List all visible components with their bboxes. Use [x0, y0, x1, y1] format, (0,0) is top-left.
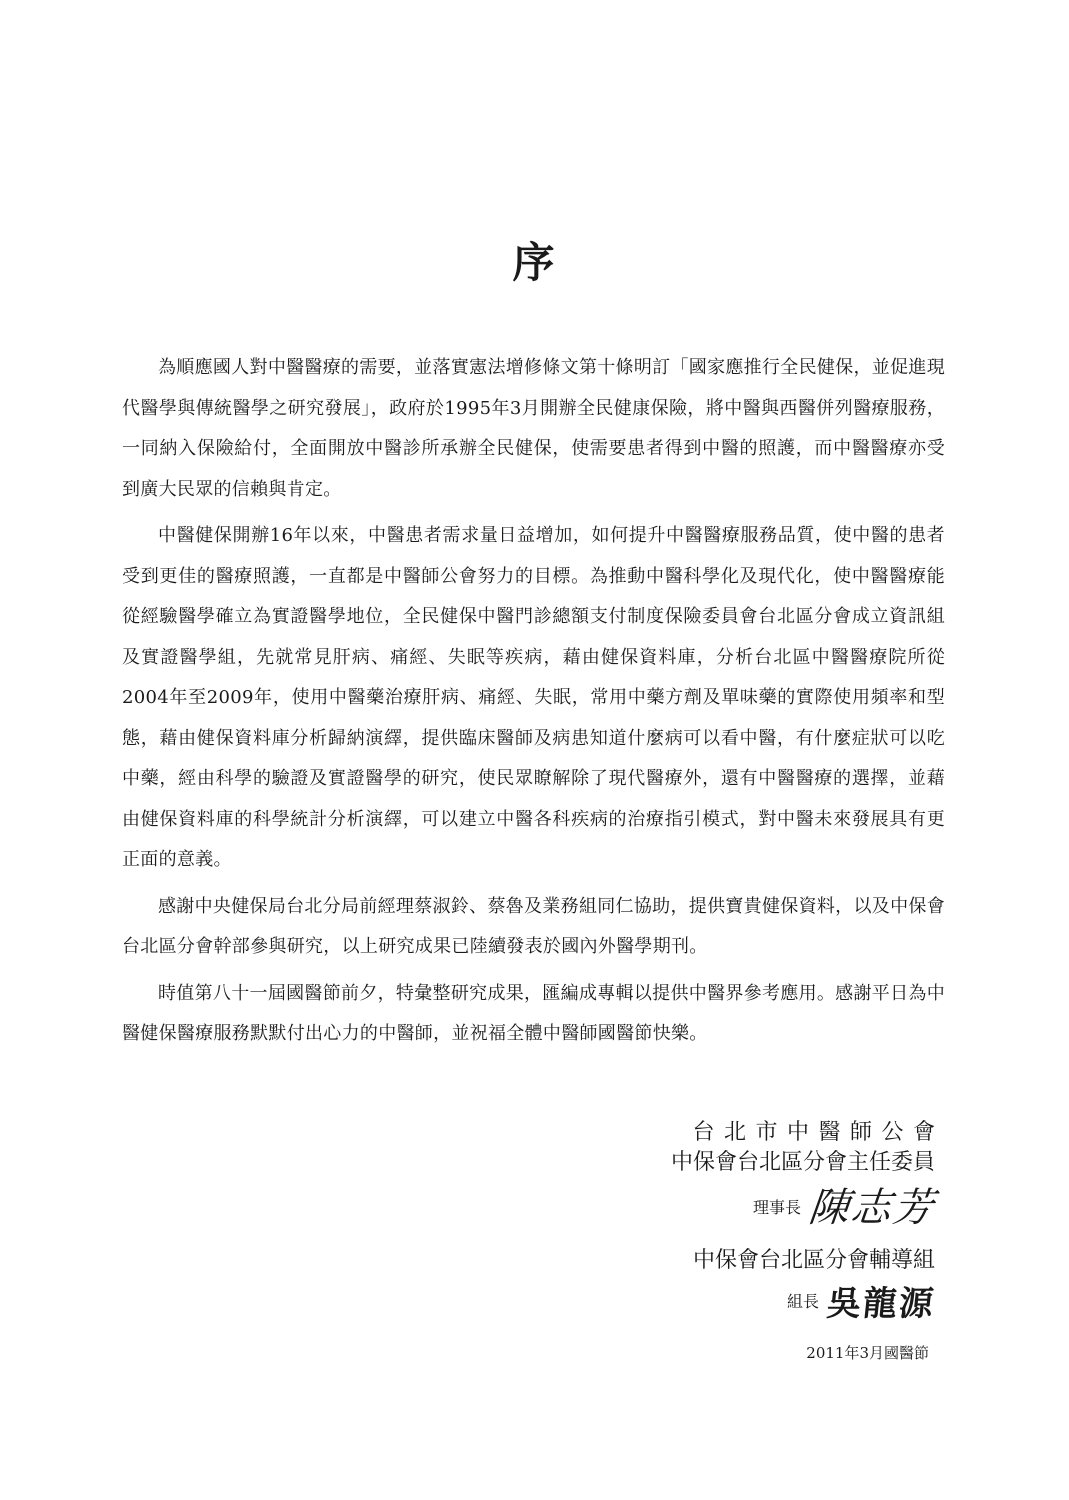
- signer-row-2: [615, 1282, 938, 1326]
- paragraph-1: 為順應國人對中醫醫療的需要，並落實憲法增修條文第十條明訂「國家應推行全民健保，並促進現代醫學與傳統醫學之研究發展」，政府於1995年3月開辦全民健康保險，將中醫與西醫併列醫療服務，一同納入保險給付，全面開放中醫診所承辦全民健保，使需要患者得到中醫的照護，而中醫醫療亦受到廣大民眾的信賴與肯定。: [122, 357, 945, 500]
- date-line: 2011年3月國醫節: [806, 1344, 929, 1362]
- committee-title: 中保會台北區分會主任委員: [670, 1150, 935, 1175]
- guidance-group-title: 中保會台北區分會輔導組: [692, 1248, 935, 1273]
- page-title: 序: [512, 238, 557, 287]
- signer-role-1: 理事長: [752, 1198, 801, 1217]
- paragraph-2: 中醫健保開辦16年以來，中醫患者需求量日益增加，如何提升中醫醫療服務品質，使中醫的患者受到更佳的醫療照護，一直都是中醫師公會努力的目標。為推動中醫科學化及現代化，使中醫醫療能從經驗醫學確立為實證醫學地位，全民健保中醫門診總額支付制度保險委員會台北區分會成立資訊組及實證醫學組，先就常見肝病、痛經、失眠等疾病，藉由健保資料庫，分析台北區中醫醫療院所從2004年至2009年，使用中醫藥治療肝病、痛經、失眠，常用中藥方劑及單味藥的實際使用頻率和型態，藉由健保資料庫分析歸納演繹，提供臨床醫師及病患知道什麼病可以看中醫，有什麼症狀可以吃中藥，經由科學的驗證及實證醫學的研究，使民眾瞭解除了現代醫療外，還有中醫醫療的選擇，並藉由健保資料庫的科學統計分析演繹，可以建立中醫各科疾病的治療指引模式，對中醫未來發展具有更正面的意義。: [122, 525, 945, 870]
- organization-name: 台北市中醫師公會: [692, 1120, 945, 1145]
- signer-role-2: 組長: [786, 1292, 819, 1311]
- signature-1: 陳志芳: [806, 1185, 938, 1231]
- signature-2: 吳龍源: [824, 1284, 938, 1324]
- signature-block: [615, 1118, 945, 1363]
- paragraph-4: 時值第八十一屆國醫節前夕，特彙整研究成果，匯編成專輯以提供中醫界參考應用。感謝平日為中醫健保醫療服務默默付出心力的中醫師，並祝福全體中醫師國醫節快樂。: [122, 982, 945, 1044]
- paragraph-3: 感謝中央健保局台北分局前經理蔡淑鈴、蔡魯及業務組同仁協助，提供寶貴健保資料，以及中保會台北區分會幹部參與研究，以上研究成果已陸續發表於國內外醫學期刊。: [122, 895, 945, 957]
- preface-body: [122, 348, 945, 1061]
- signer-row-1: [615, 1184, 938, 1232]
